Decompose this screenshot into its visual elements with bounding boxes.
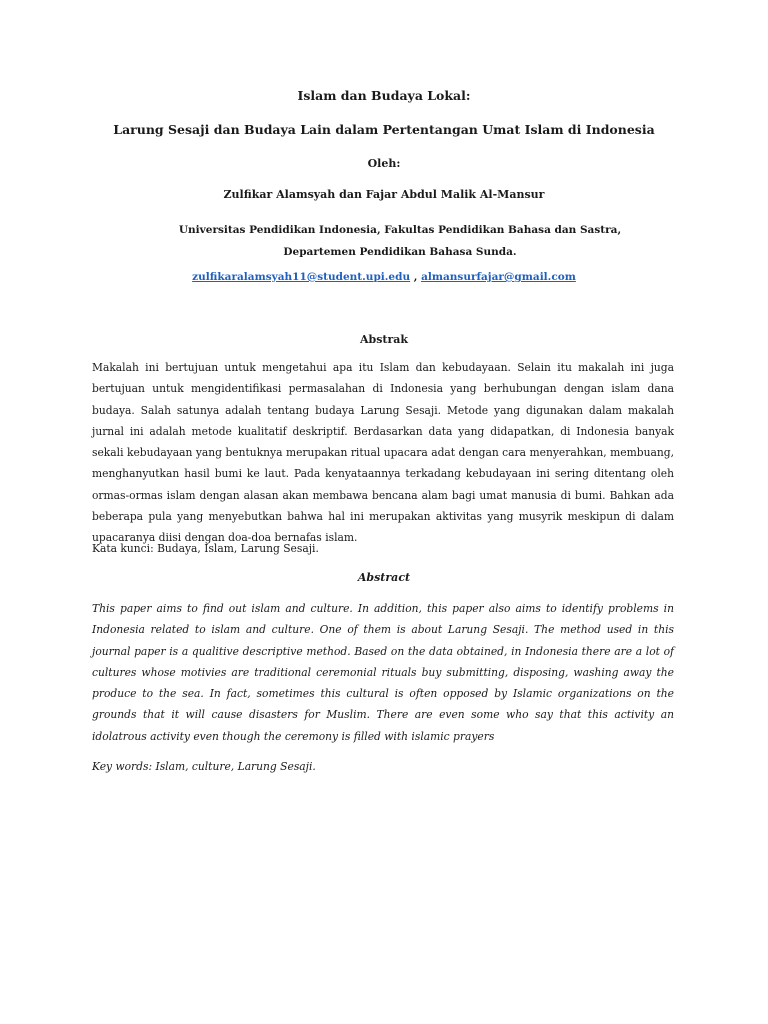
- email-link-2[interactable]: almansurfajar@gmail.com: [421, 271, 576, 283]
- authors: Zulfikar Alamsyah dan Fajar Abdul Malik Al-Mansur: [223, 188, 545, 201]
- email-separator: ,: [410, 271, 422, 283]
- email-link-1[interactable]: zulfikaralamsyah11@student.upi.edu: [192, 271, 411, 283]
- affiliation: Universitas Pendidikan Indonesia, Fakultas Pendidikan Bahasa dan Sastra, Departemen Pendidikan Bahasa Sunda.: [178, 224, 622, 258]
- abstract-body: This paper aims to find out islam and culture. In addition, this paper also aims to identify problems in Indonesia related to islam and culture. One of them is about Larung Sesaji. The method used in this journal paper is a qualitive descriptive method. Based on the data obtained, in Indonesia there are a lot of cultures whose motivies are traditional ceremonial rituals buy submitting, disposing, washing away the produce to the sea. In fact, sometimes this cultural is often opposed by Islamic organizations on the grounds that it will cause disasters for Muslim. There are even some who say that this activity an idolatrous activity even though the ceremony is filled with islamic prayers: [92, 602, 674, 743]
- abstract-heading: Abstract: [357, 571, 411, 584]
- abstrak-body: Makalah ini bertujuan untuk mengetahui apa itu Islam dan kebudayaan. Selain itu makalah ini juga bertujuan untuk mengidentifikasi permasalahan di Indonesia yang berhubungan dengan islam dana budaya. Salah satunya adalah tentang budaya Larung Sesaji. Metode yang digunakan dalam makalah jurnal ini adalah metode kualitatif deskriptif. Berdasarkan data yang didapatkan, di Indonesia banyak sekali kebudayaan yang bentuknya merupakan ritual upacara adat dengan cara menyerahkan, membuang, menghanyutkan hasil bumi ke laut. Pada kenyataannya terkadang kebudayaan ini sering ditentang oleh ormas-ormas islam dengan alasan akan membawa bencana alam bagi umat manusia di bumi. Bahkan ada beberapa pula yang menyebutkan bahwa hal ini merupakan aktivitas yang musyrik meskipun di dalam upacaranya diisi dengan doa-doa bernafas islam.: [92, 361, 674, 545]
- paper-title: Islam dan Budaya Lokal:: [297, 88, 471, 103]
- abstrak-heading: Abstrak: [359, 333, 409, 346]
- kata-kunci: Kata kunci: Budaya, Islam, Larung Sesaji.: [92, 542, 319, 555]
- key-words: Key words: Islam, culture, Larung Sesaji.: [92, 760, 316, 773]
- paper-subtitle: Larung Sesaji dan Budaya Lain dalam Pertentangan Umat Islam di Indonesia: [113, 122, 655, 137]
- by-label: Oleh:: [367, 157, 401, 170]
- emails: [0, 271, 768, 283]
